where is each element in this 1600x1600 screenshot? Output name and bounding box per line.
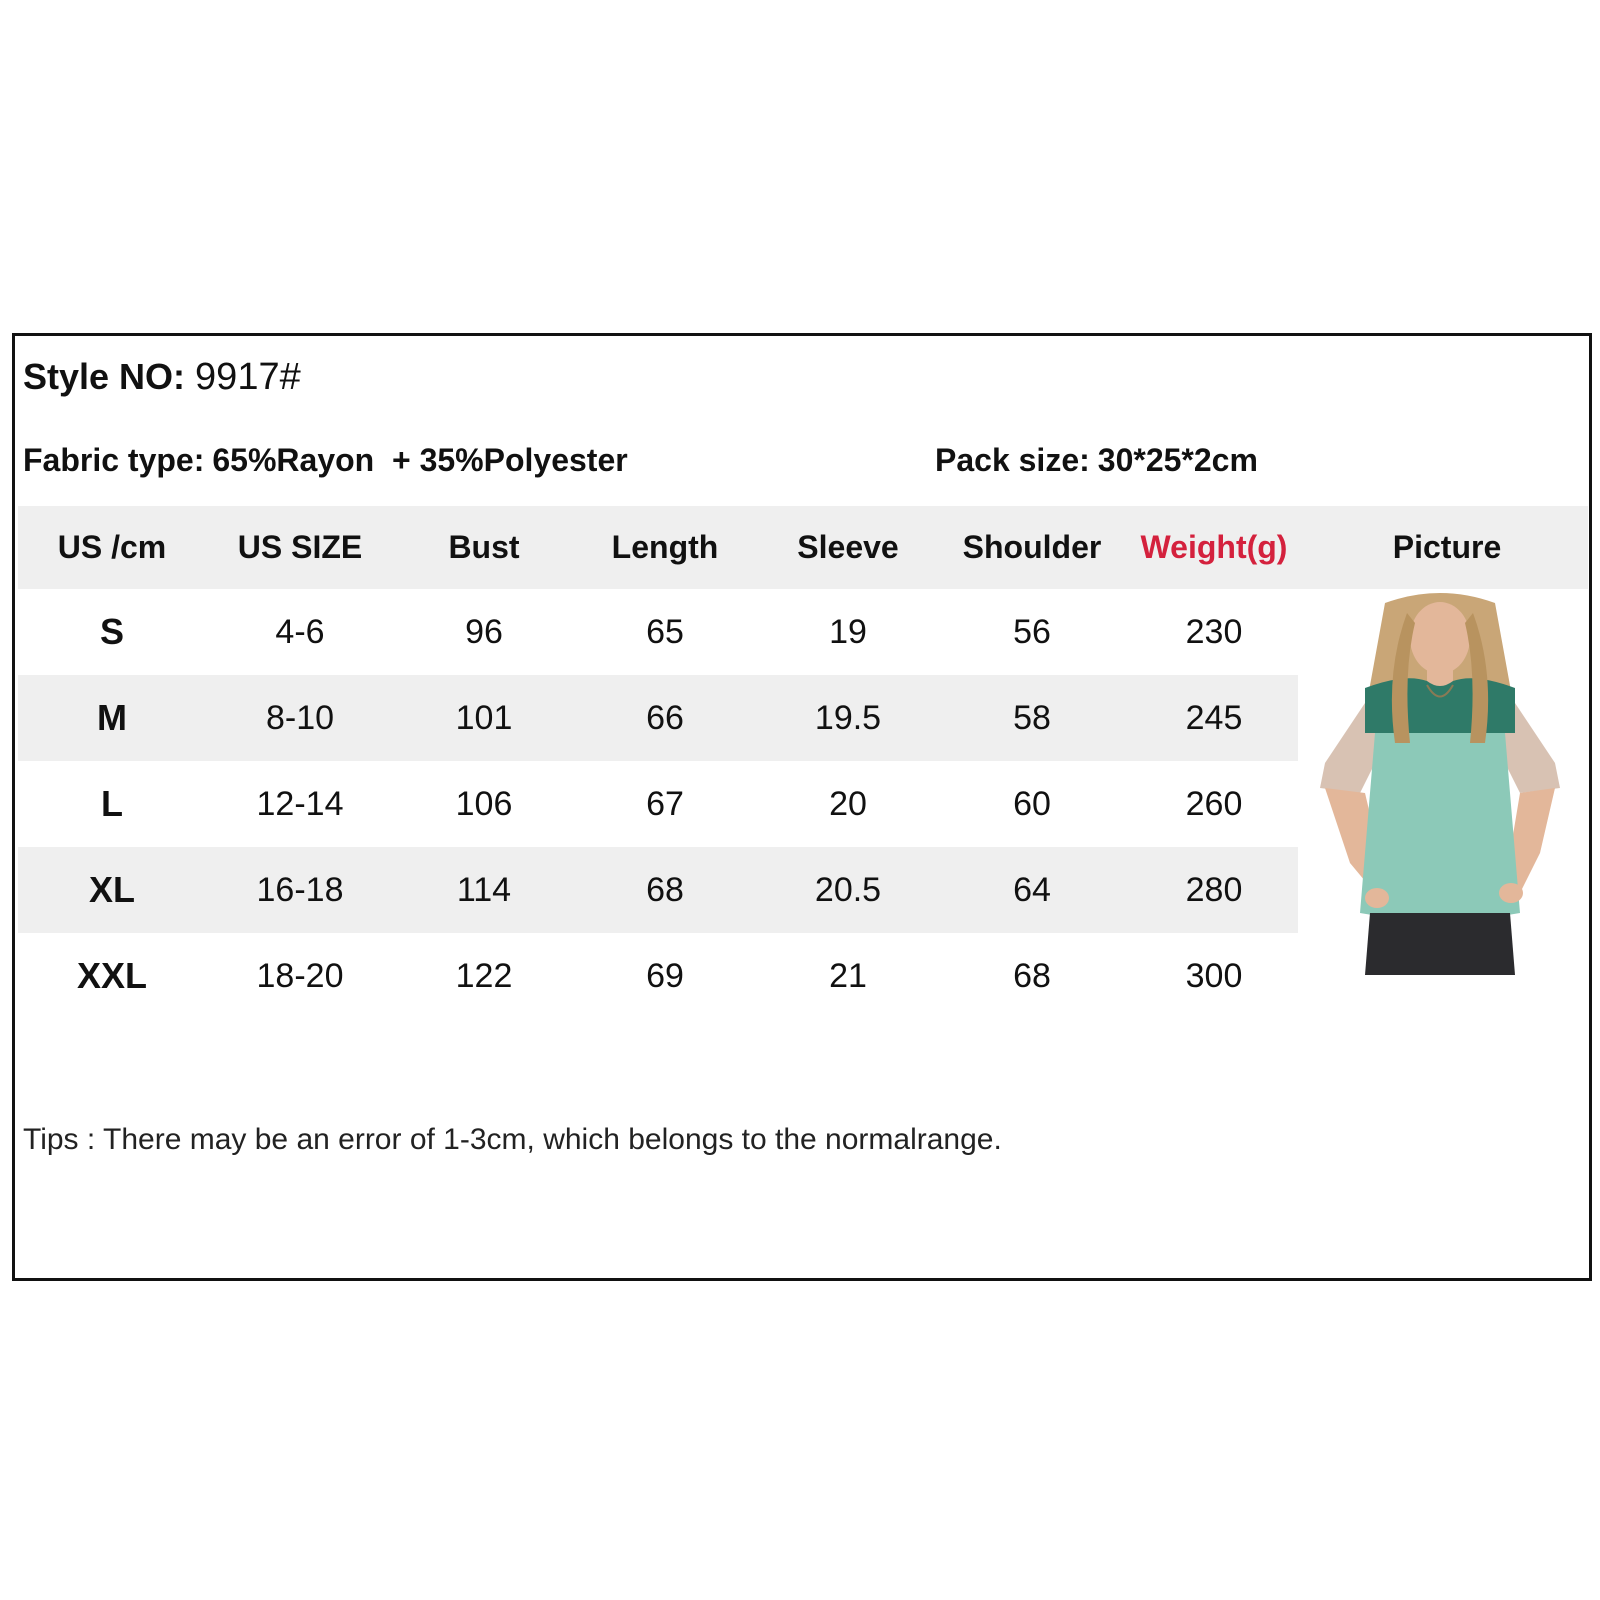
- cell-length: 67: [646, 784, 684, 823]
- cell-size: M: [97, 697, 127, 738]
- style-number: [23, 356, 301, 399]
- cell-length: 65: [646, 612, 684, 651]
- col-header-weight: Weight(g): [1140, 529, 1288, 565]
- fabric-label: Fabric type:: [23, 442, 205, 478]
- table-row: [18, 675, 1298, 761]
- face-shape: [1410, 602, 1470, 674]
- cell-us-size: 4-6: [275, 612, 325, 651]
- style-label: Style NO:: [23, 356, 186, 397]
- cell-size: XXL: [76, 955, 147, 996]
- cell-weight: 245: [1185, 698, 1243, 737]
- cell-size: L: [101, 783, 123, 824]
- cell-shoulder: 64: [1013, 870, 1051, 909]
- col-header-bust: Bust: [448, 529, 520, 565]
- cell-sleeve: 20.5: [814, 870, 882, 909]
- fabric-value: 65%Rayon + 35%Polyester: [212, 442, 628, 478]
- cell-us-size: 16-18: [256, 870, 344, 909]
- cell-sleeve: 20: [829, 784, 867, 823]
- cell-weight: 260: [1185, 784, 1243, 823]
- product-picture-icon: [1315, 593, 1565, 975]
- cell-us-size: 12-14: [256, 784, 344, 823]
- table-row: [18, 933, 1298, 1019]
- table-row: [18, 761, 1298, 847]
- pack-label: Pack size:: [935, 442, 1090, 478]
- pack-value: 30*25*2cm: [1097, 442, 1258, 478]
- cell-shoulder: 68: [1013, 956, 1051, 995]
- cell-bust: 96: [465, 612, 503, 651]
- col-header-us-cm: US /cm: [57, 529, 167, 565]
- table-header: [18, 506, 1588, 589]
- col-header-picture: Picture: [1392, 529, 1502, 565]
- shirt-top-panel: [1365, 678, 1515, 733]
- table-row: [18, 589, 1298, 675]
- jeans-shape: [1365, 913, 1515, 975]
- fabric-type: [23, 442, 628, 479]
- cell-bust: 106: [455, 784, 513, 823]
- col-header-sleeve: Sleeve: [797, 529, 899, 565]
- cell-weight: 280: [1185, 870, 1243, 909]
- cell-us-size: 8-10: [265, 698, 335, 737]
- cell-shoulder: 56: [1013, 612, 1051, 651]
- cell-weight: 230: [1185, 612, 1243, 651]
- cell-sleeve: 19: [829, 612, 867, 651]
- left-hand: [1365, 888, 1389, 908]
- col-header-us-size: US SIZE: [237, 529, 363, 565]
- pack-size: [935, 442, 1258, 479]
- table-row: [18, 847, 1298, 933]
- col-header-length: Length: [611, 529, 719, 565]
- col-header-shoulder: Shoulder: [962, 529, 1102, 565]
- cell-shoulder: 60: [1013, 784, 1051, 823]
- cell-sleeve: 19.5: [814, 698, 882, 737]
- cell-sleeve: 21: [829, 956, 867, 995]
- size-chart-sheet: [12, 333, 1592, 1281]
- cell-bust: 101: [455, 698, 513, 737]
- cell-size: S: [99, 611, 124, 652]
- cell-weight: 300: [1185, 956, 1243, 995]
- cell-size: XL: [88, 869, 135, 910]
- cell-bust: 122: [455, 956, 513, 995]
- cell-length: 66: [646, 698, 684, 737]
- cell-shoulder: 58: [1013, 698, 1051, 737]
- right-hand: [1499, 883, 1523, 903]
- style-value: 9917#: [195, 356, 301, 398]
- cell-length: 68: [646, 870, 684, 909]
- cell-bust: 114: [456, 870, 512, 909]
- tips-note: Tips : There may be an error of 1-3cm, which belongs to the normalrange.: [23, 1123, 1002, 1156]
- cell-us-size: 18-20: [256, 956, 344, 995]
- cell-length: 69: [646, 956, 684, 995]
